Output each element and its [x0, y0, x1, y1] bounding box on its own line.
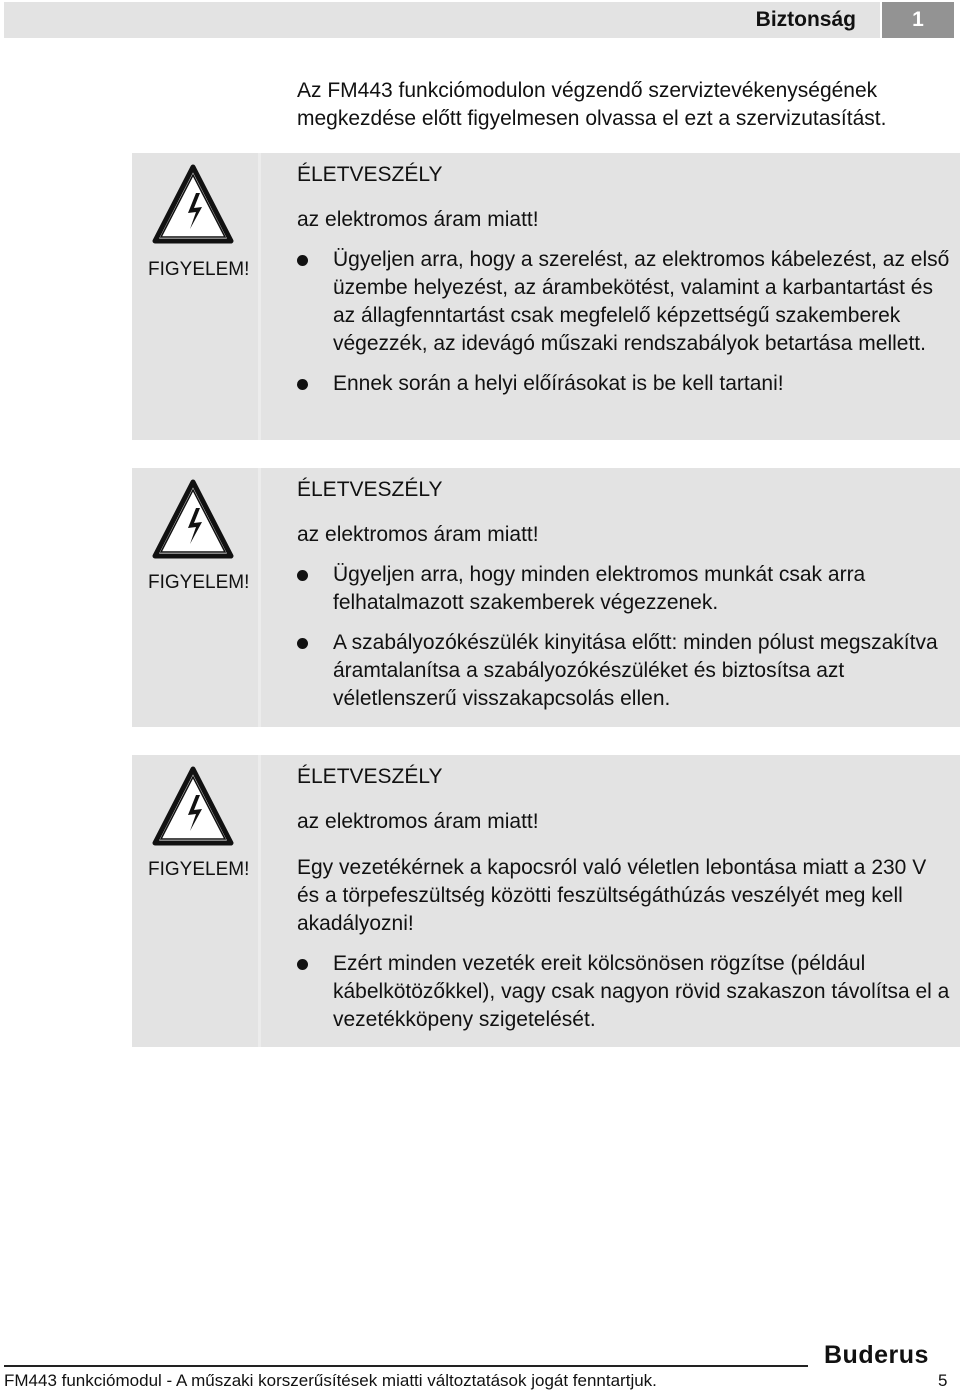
warning-label: FIGYELEM!	[148, 859, 250, 880]
warning-subheading: az elektromos áram miatt!	[297, 523, 539, 546]
bullet-icon	[297, 255, 308, 266]
warning-label-column	[132, 755, 258, 1047]
warning-label: FIGYELEM!	[148, 572, 250, 593]
warning-content	[297, 763, 952, 1034]
warning-heading: ÉLETVESZÉLY	[297, 765, 443, 788]
warning-subheading: az elektromos áram miatt!	[297, 810, 539, 833]
bullet-icon	[297, 638, 308, 649]
warning-box-1	[132, 153, 960, 440]
electrical-hazard-icon	[152, 765, 234, 847]
warning-bullet-list	[297, 950, 952, 1034]
warning-heading: ÉLETVESZÉLY	[297, 163, 443, 186]
divider	[258, 153, 261, 440]
electrical-hazard-icon	[152, 478, 234, 560]
divider	[258, 468, 261, 727]
section-title: Biztonság	[755, 8, 856, 31]
warning-paragraph: Egy vezetékérnek a kapocsról való véletlen lebontása miatt a 230 V és a törpefeszültség közötti feszültségáthúzás veszélyét meg kell akadályozni!	[297, 856, 927, 935]
header-bar	[4, 2, 880, 38]
warning-content	[297, 161, 952, 398]
warning-label-column	[132, 153, 258, 440]
intro-text: Az FM443 funkciómodulon végzendő szerviztevékenységének megkezdése előtt figyelmesen olvassa el ezt a szervizutasítást.	[297, 79, 887, 130]
warning-box-3	[132, 755, 960, 1047]
page-number: 5	[938, 1371, 948, 1390]
warning-content	[297, 476, 952, 713]
footer-text: FM443 funkciómodul - A műszaki korszerűsítések miatti változtatások jogát fenntartjuk.	[4, 1371, 657, 1390]
list-item: Ügyeljen arra, hogy minden elektromos munkát csak arra felhatalmazott szakemberek végezzenek.	[297, 561, 952, 617]
bullet-icon	[297, 959, 308, 970]
divider	[258, 755, 261, 1047]
list-item: Ennek során a helyi előírásokat is be kell tartani!	[297, 370, 952, 398]
footer-divider	[4, 1365, 808, 1367]
warning-box-2	[132, 468, 960, 727]
warning-heading: ÉLETVESZÉLY	[297, 478, 443, 501]
warning-bullet-list	[297, 561, 952, 713]
bullet-icon	[297, 379, 308, 390]
warning-subheading: az elektromos áram miatt!	[297, 208, 539, 231]
electrical-hazard-icon	[152, 163, 234, 245]
list-item: A szabályozókészülék kinyitása előtt: minden pólust megszakítva áramtalanítsa a szabályozókészüléket és biztosítsa azt véletlenszerű visszakapcsolás ellen.	[297, 629, 952, 713]
list-item: Ezért minden vezeték ereit kölcsönösen rögzítse (például kábelkötözőkkel), vagy csak nagyon rövid szakaszon távolítsa el a vezetékköpeny szigetelését.	[297, 950, 952, 1034]
warning-label: FIGYELEM!	[148, 259, 250, 280]
list-item: Ügyeljen arra, hogy a szerelést, az elektromos kábelezést, az első üzembe helyezést, az árambekötést, valamint a karbantartást és az állagfenntartást csak megfelelő képzettségű szakemberek végezzék, az idevágó műszaki rendszabályok betartása mellett.	[297, 246, 952, 358]
warning-label-column	[132, 468, 258, 727]
brand-logo: Buderus	[824, 1341, 929, 1369]
bullet-icon	[297, 570, 308, 581]
chapter-number: 1	[882, 2, 954, 38]
warning-bullet-list	[297, 246, 952, 398]
